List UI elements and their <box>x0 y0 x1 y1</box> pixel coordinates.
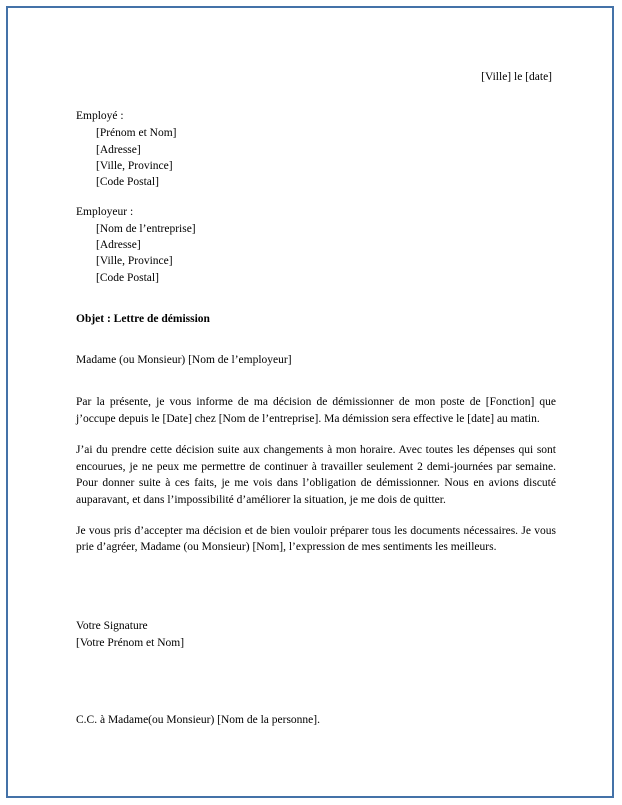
spacer <box>76 428 556 442</box>
spacer <box>76 327 556 353</box>
paragraph-2: J’ai du prendre cette décision suite aux changements à mon horaire. Avec toutes les dépenses qui sont encourues, je ne peux me permettre de continuer à travailler seulement 2 demi-journées par semaine. Pour donner suite à ces faits, je me vois dans l’obligation de démissionner. Nous en avions discuté auparavant, et dans l’impossibilité d’améliorer la situation, je me dois de quitter. <box>76 443 556 506</box>
signature-block <box>76 618 556 651</box>
document-page-frame <box>6 6 614 798</box>
spacer <box>76 556 556 618</box>
salutation-line: Madame (ou Monsieur) [Nom de l’employeur] <box>76 354 292 367</box>
employer-name: [Nom de l’entreprise] <box>96 222 196 235</box>
employee-city: [Ville, Province] <box>96 160 173 172</box>
employer-label: Employeur : <box>76 205 134 218</box>
spacer <box>76 651 556 713</box>
employee-name: [Prénom et Nom] <box>96 127 177 140</box>
employee-address: [Adresse] <box>96 143 141 156</box>
spacer <box>76 286 556 312</box>
employer-address: [Adresse] <box>96 239 141 252</box>
subject-line: Objet : Lettre de démission <box>76 313 210 326</box>
employee-address-block <box>96 125 556 190</box>
signature-name: [Votre Prénom et Nom] <box>76 636 185 649</box>
signature-line: Votre Signature <box>76 619 148 632</box>
spacer <box>76 509 556 523</box>
employee-postal-code: [Code Postal] <box>96 176 159 189</box>
paragraph-3: Je vous pris d’accepter ma décision et de bien vouloir préparer tous les documents nécessaires. Je vous prie d’agréer, Madame (ou Monsieur) [Nom], l’expression de mes sentiments les meilleurs. <box>76 524 556 554</box>
cc-line: C.C. à Madame(ou Monsieur) [Nom de la personne]. <box>76 714 320 727</box>
spacer <box>76 191 556 205</box>
date-line: [Ville] le [date] <box>481 71 552 83</box>
employee-label: Employé : <box>76 110 124 123</box>
paragraph-1: Par la présente, je vous informe de ma décision de démissionner de mon poste de [Fonction] que j’occupe depuis le [Date] chez [Nom de l’entreprise]. Ma démission sera effective le [date] au matin. <box>76 396 556 426</box>
document-sheet <box>8 8 612 796</box>
employer-postal-code: [Code Postal] <box>96 271 159 284</box>
employer-city: [Ville, Province] <box>96 255 173 268</box>
spacer <box>76 368 556 394</box>
employer-address-block <box>96 221 556 286</box>
letter-body <box>76 70 556 728</box>
